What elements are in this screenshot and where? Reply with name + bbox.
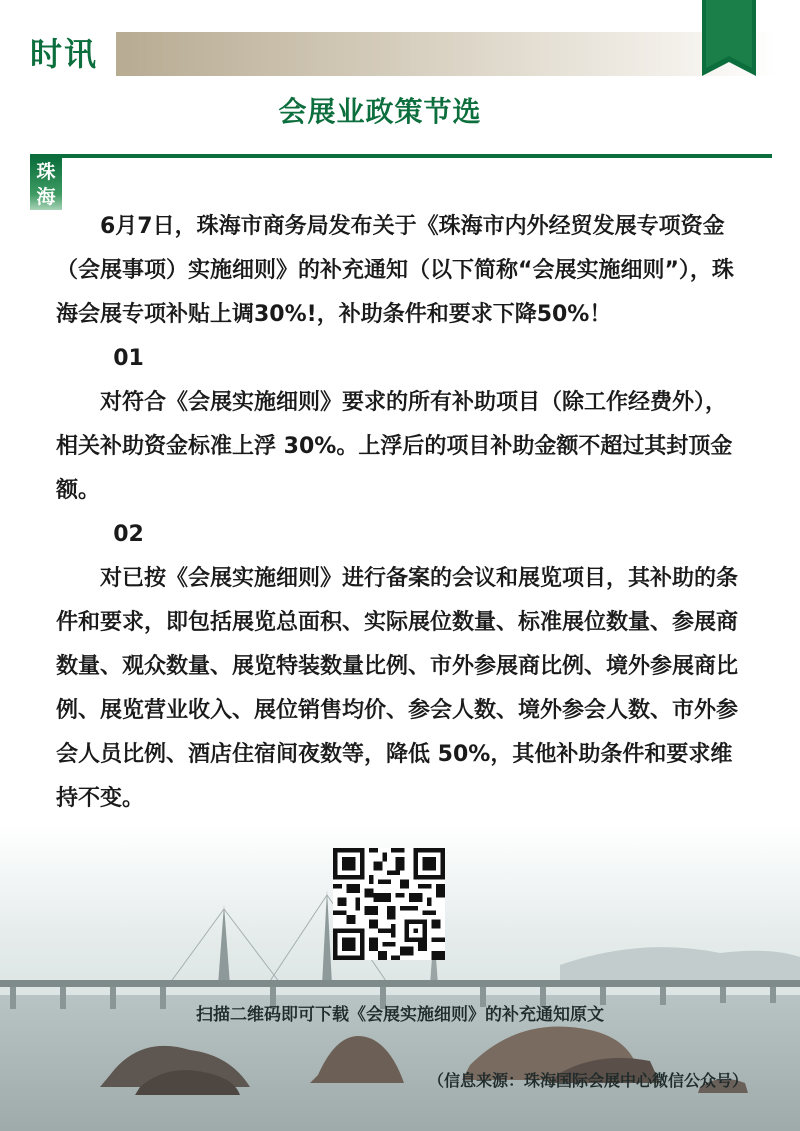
article-body [56,205,746,821]
source-note: （信息来源：珠海国际会展中心微信公众号） [427,1071,748,1090]
section-number-02: 02 [113,522,144,547]
paragraph-item-2: 对已按《会展实施细则》进行备案的会议和展览项目，其补助的条件和要求，即包括展览总面积、实际展位数量、标准展位数量、参展商数量、观众数量、展览特装数量比例、市外参展商比例、境外参展商比例、展览营业收入、展位销售均价、参会人数、境外参会人数、市外参会人员比例、酒店住宿间夜数等，降低 50%，其他补助条件和要求维持不变。 [56,566,739,811]
header-gradient-bar [116,32,776,76]
bookmark-ribbon-icon [702,0,756,76]
qr-caption: 扫描二维码即可下载《会展实施细则》的补充通知原文 [196,1005,604,1025]
page-subtitle: 会展业政策节选 [278,95,482,128]
qr-code-icon[interactable] [333,848,445,960]
divider-rule [30,154,772,158]
section-title: 时讯 [30,35,99,73]
section-number-01: 01 [113,346,144,371]
paragraph-intro: 6月7日，珠海市商务局发布关于《珠海市内外经贸发展专项资金（会展事项）实施细则》的补充通知（以下简称“会展实施细则”），珠海会展专项补贴上调30%!，补助条件和要求下降50%！ [56,214,734,327]
city-tag: 珠海 [30,158,62,210]
paragraph-item-1: 对符合《会展实施细则》要求的所有补助项目（除工作经费外），相关补助资金标准上浮 30%。上浮后的项目补助金额不超过其封顶金额。 [56,390,733,503]
